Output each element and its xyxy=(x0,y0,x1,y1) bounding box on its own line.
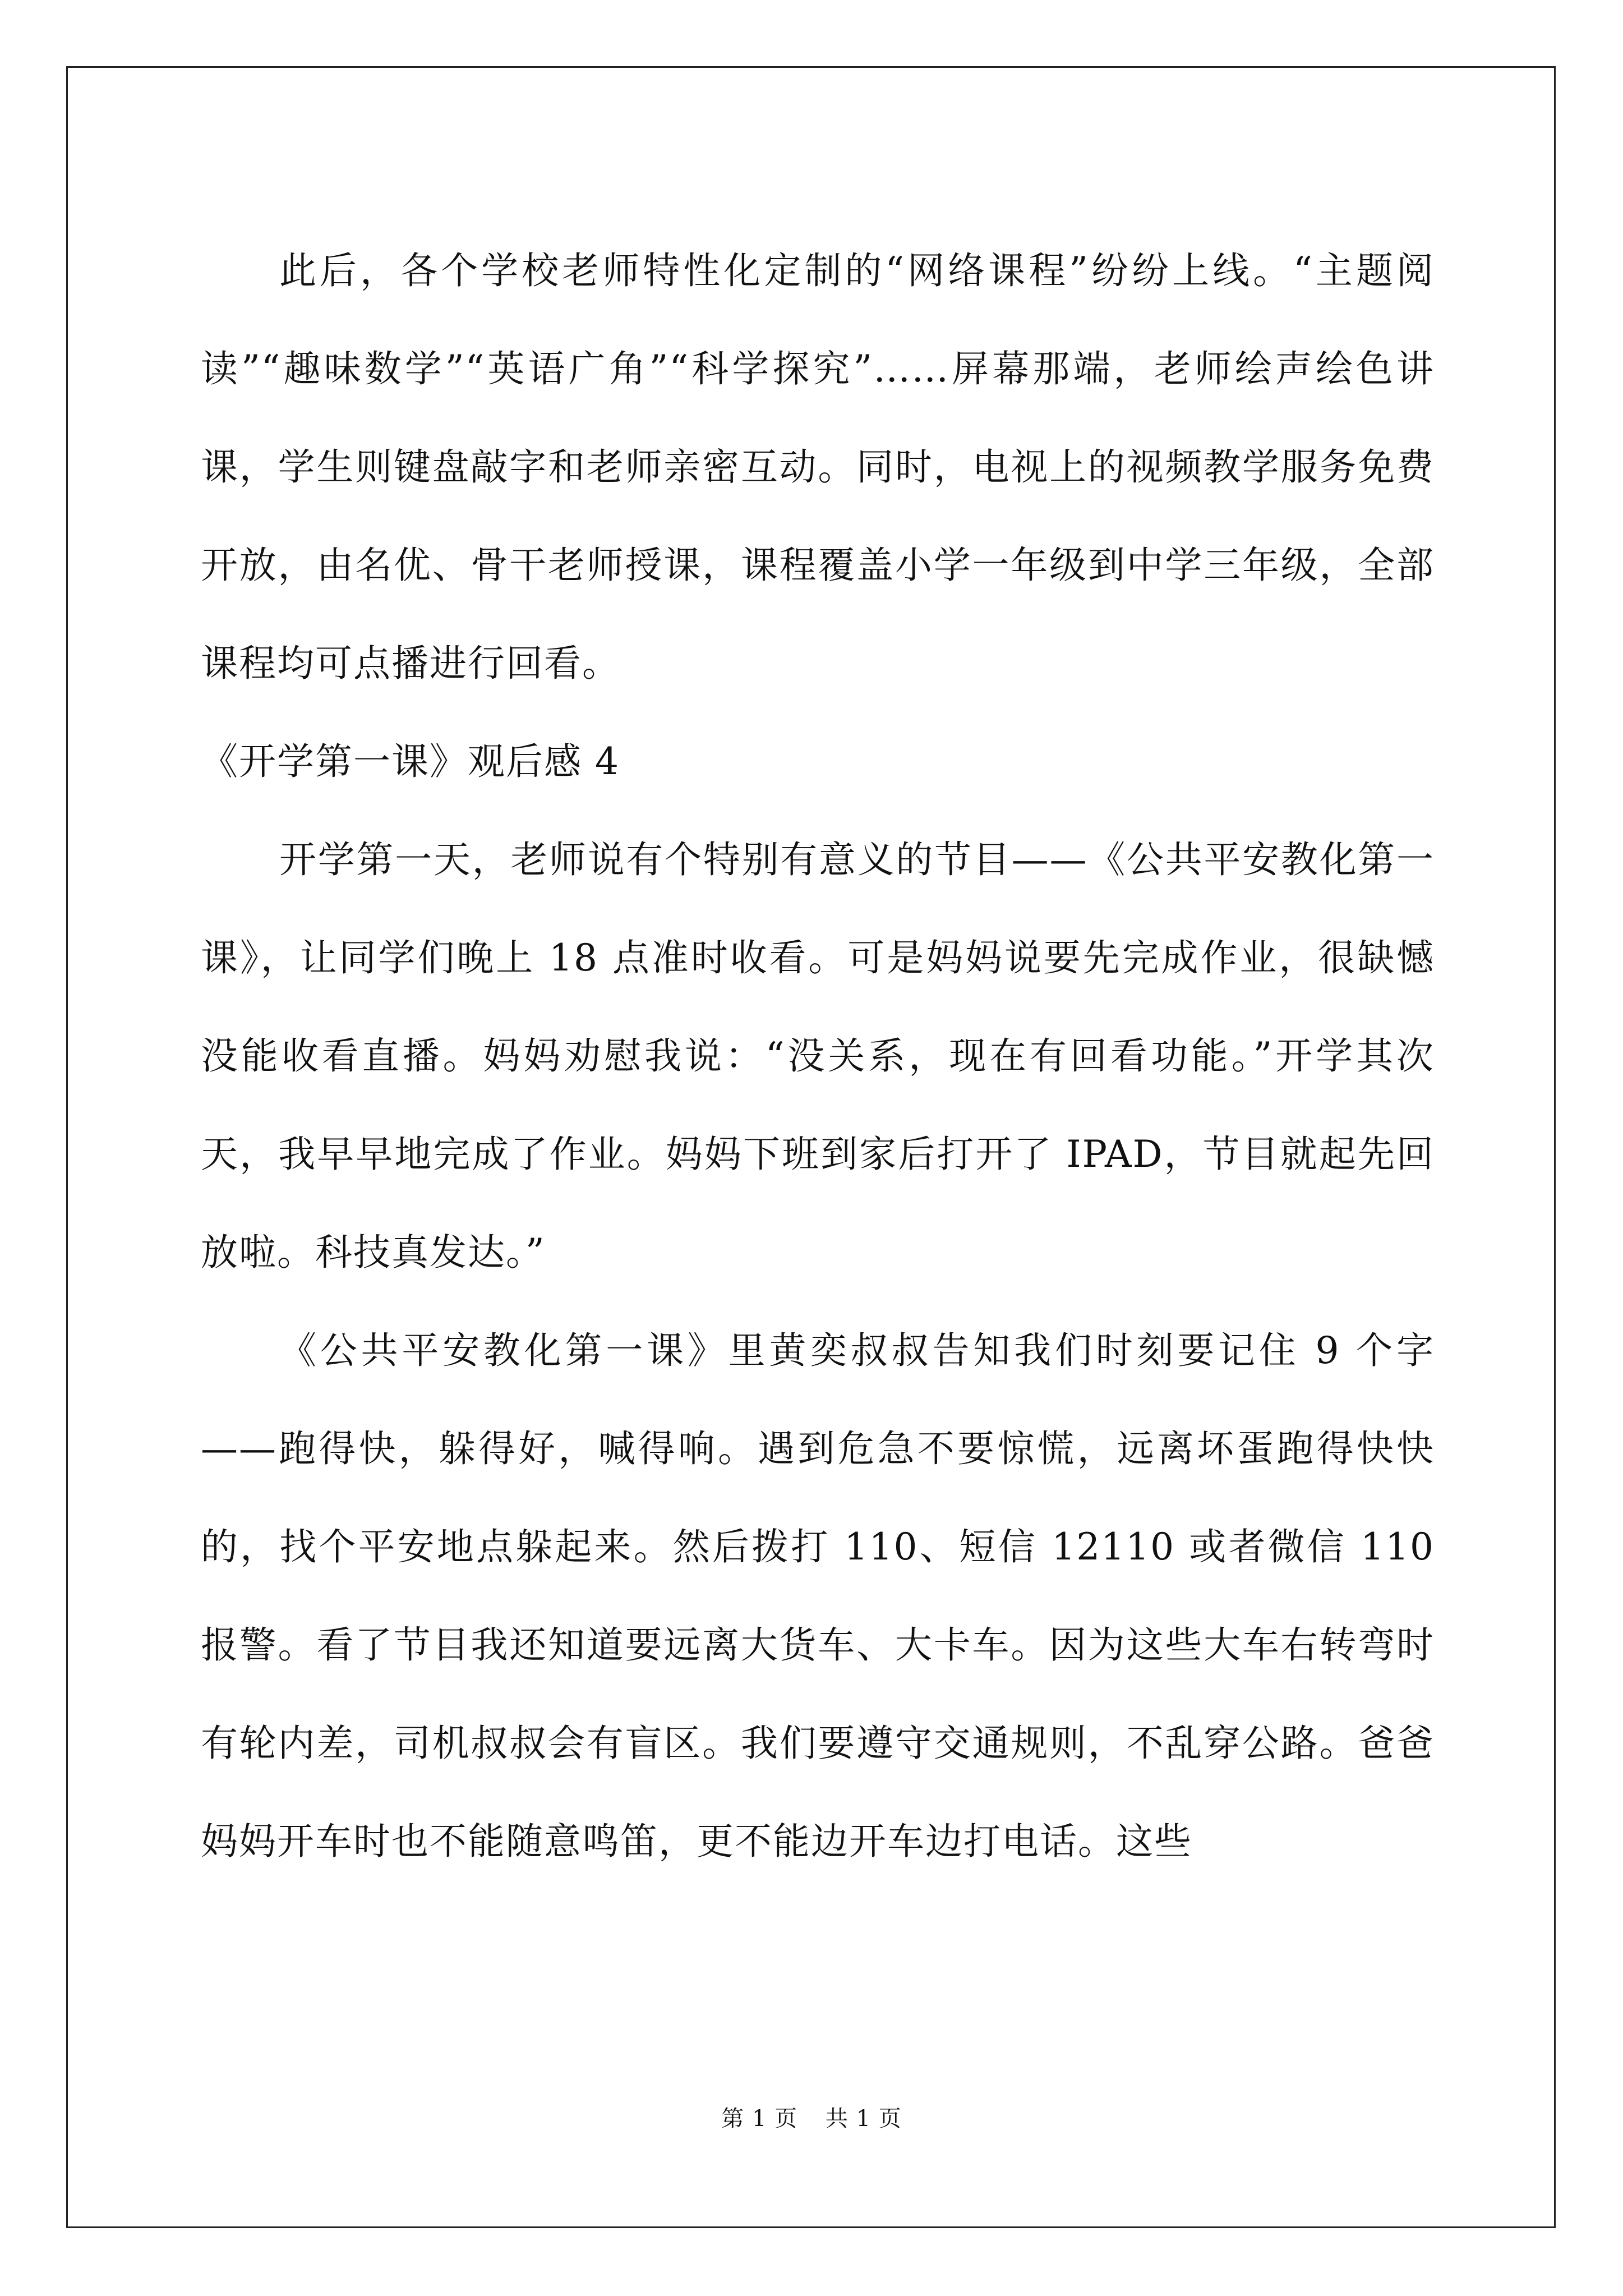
section-heading: 《开学第一课》观后感 4 xyxy=(201,740,620,783)
body-paragraph: 此后，各个学校老师特性化定制的“网络课程”纷纷上线。“主题阅读”“趣味数学”“英语广角”“科学探究”……屏幕那端，老师绘声绘色讲课，学生则键盘敲字和老师亲密互动。同时，电视上的视频教学服务免费开放，由名优、骨干老师授课，课程覆盖小学一年级到中学三年级，全部课程均可点播进行回看。 xyxy=(201,249,1435,685)
body-paragraph: 开学第一天，老师说有个特别有意义的节目——《公共平安教化第一课》，让同学们晚上 18 点准时收看。可是妈妈说要先完成作业，很缺憾没能收看直播。妈妈劝慰我说：“没关系，现在有回看功能。”开学其次天，我早早地完成了作业。妈妈下班到家后打开了 IPAD，节目就起先回放啦。科技真发达。” xyxy=(201,838,1435,1274)
page-total: 共 1 页 xyxy=(825,2106,902,2132)
page-footer xyxy=(0,2101,1623,2133)
page-number: 第 1 页 xyxy=(721,2106,798,2132)
body-paragraph: 《公共平安教化第一课》里黄奕叔叔告知我们时刻要记住 9 个字——跑得快，躲得好，喊得响。遇到危急不要惊慌，远离坏蛋跑得快快的，找个平安地点躲起来。然后拨打 110、短信 12110 或者微信 110 报警。看了节目我还知道要远离大货车、大卡车。因为这些大车右转弯时有轮内差，司机叔叔会有盲区。我们要遵守交通规则，不乱穿公路。爸爸妈妈开车时也不能随意鸣笛，更不能边开车边打电话。这些 xyxy=(201,1329,1435,1863)
document-body xyxy=(201,222,1435,1890)
